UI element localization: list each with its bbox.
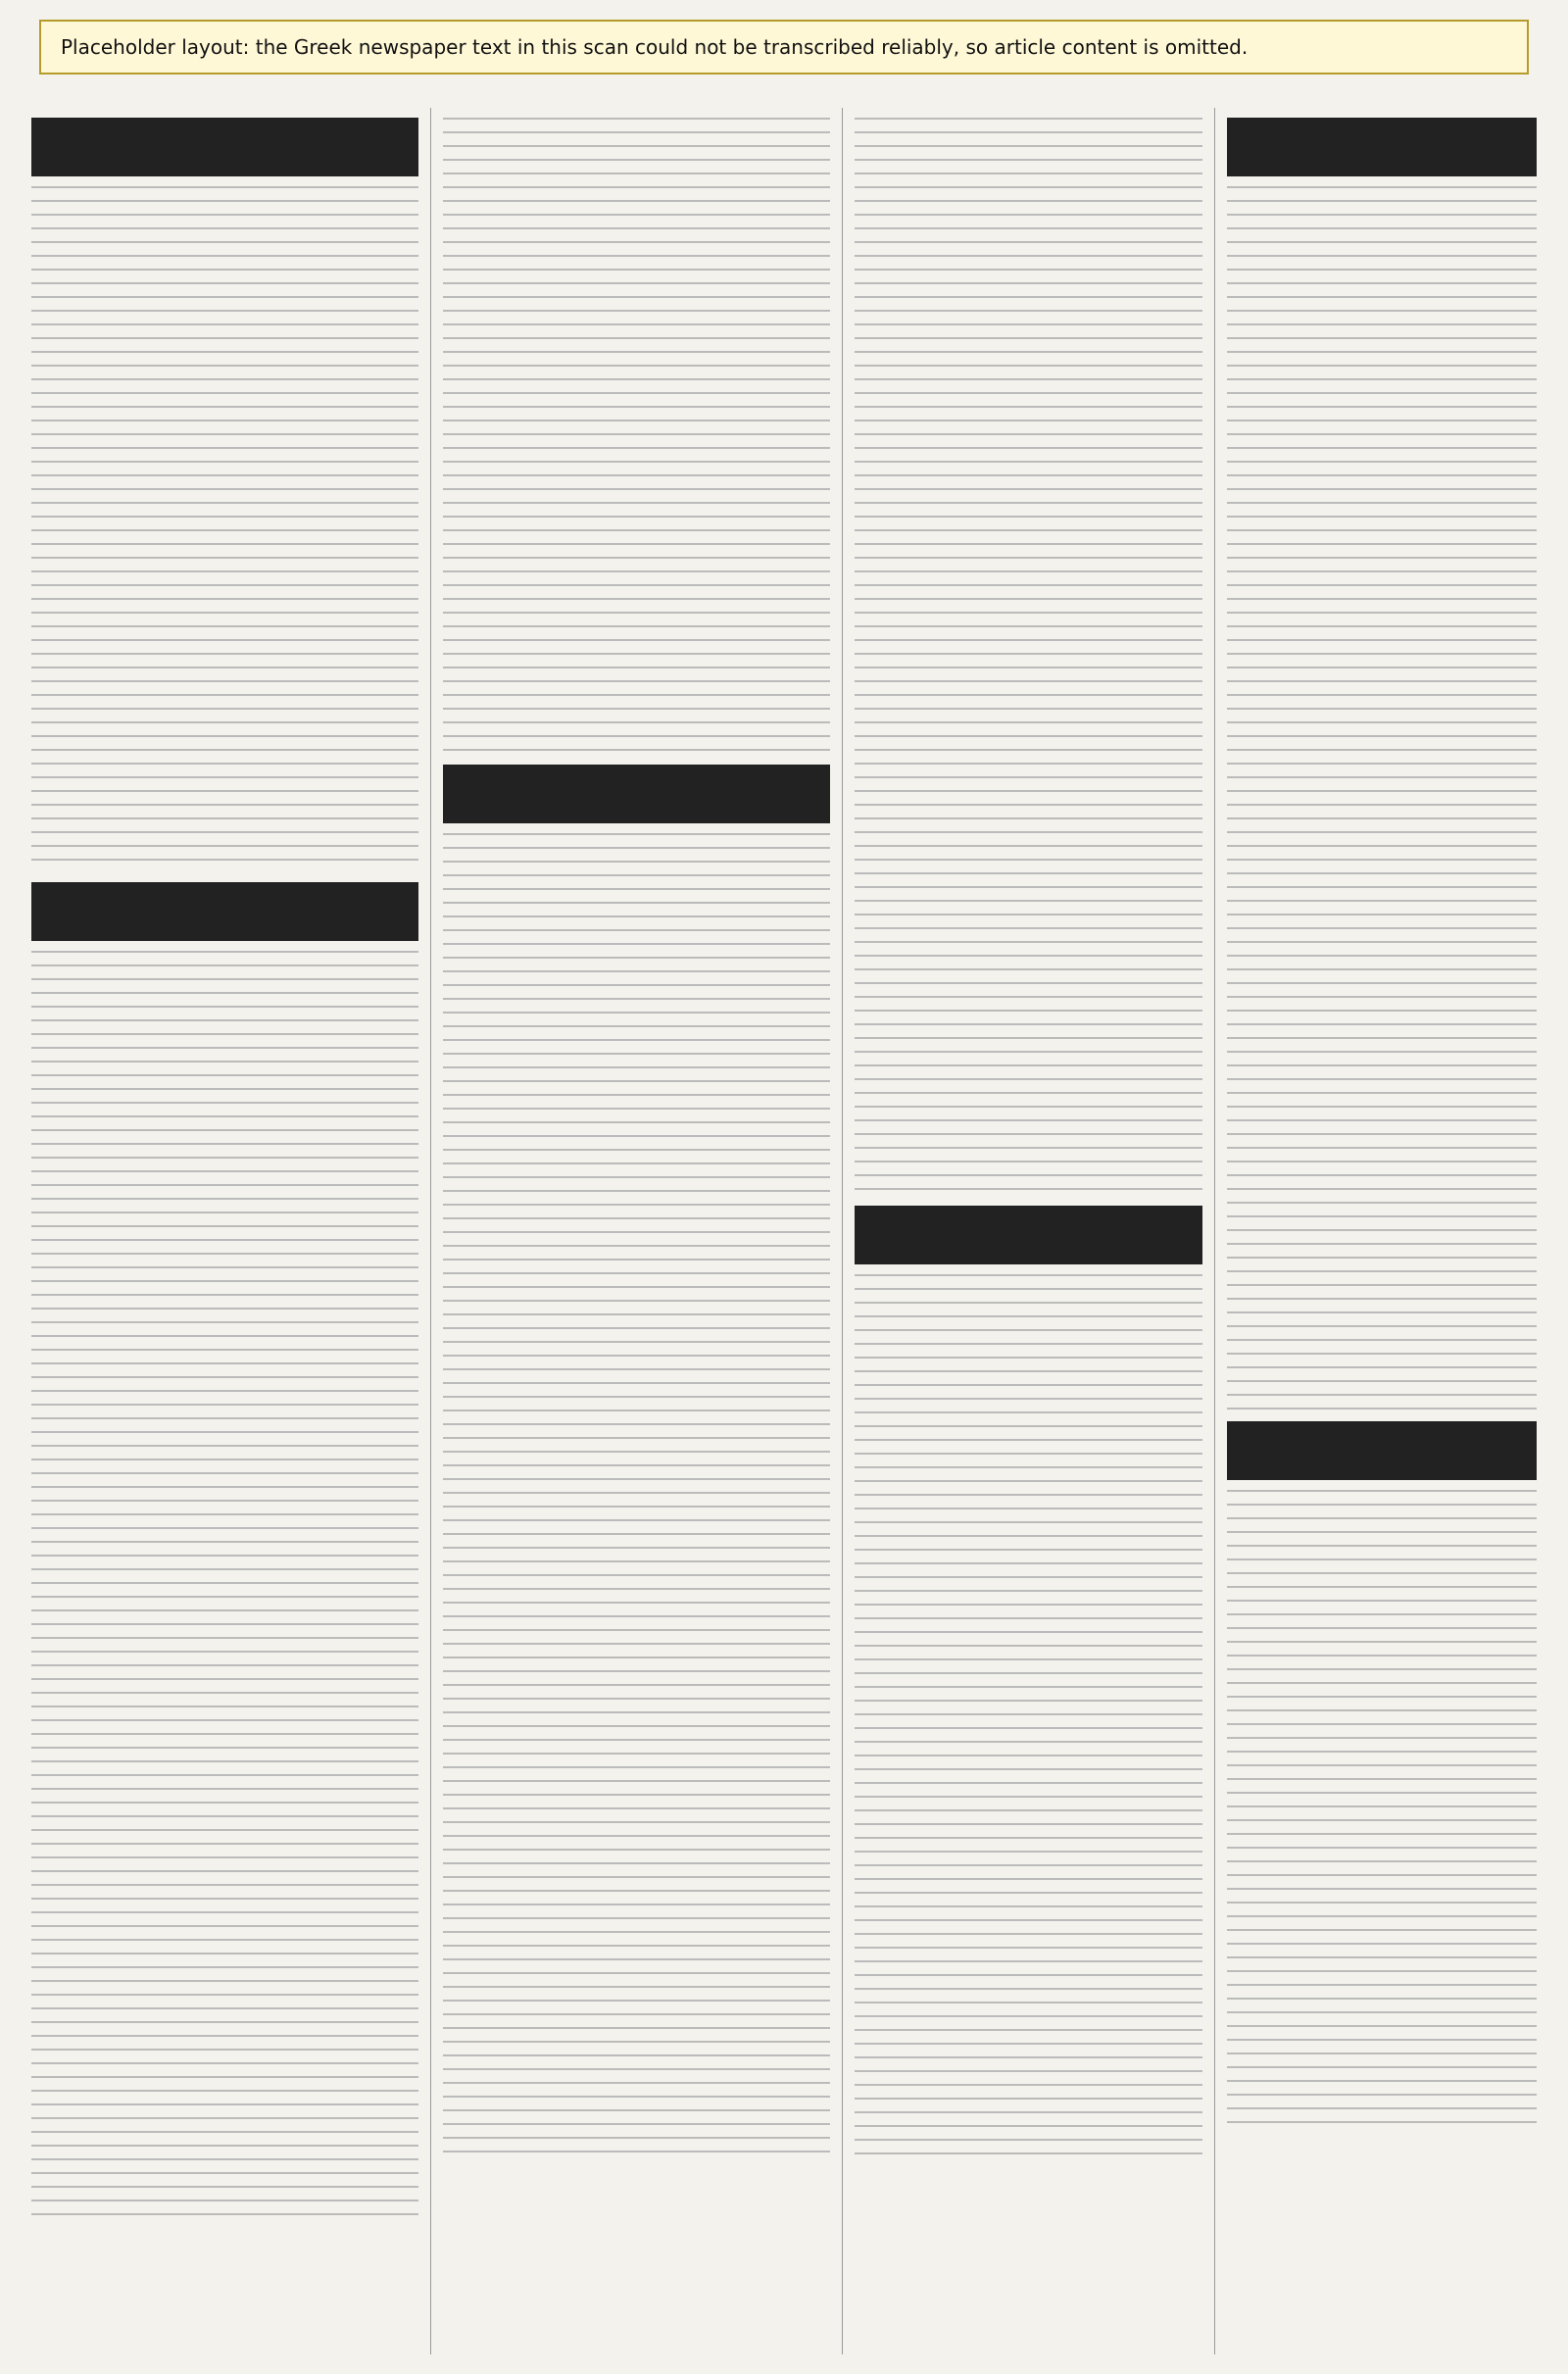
text-block xyxy=(31,951,418,2225)
column-3 xyxy=(843,108,1215,2354)
text-block xyxy=(855,1274,1202,2156)
text-block xyxy=(1227,186,1537,1411)
text-block xyxy=(443,833,830,2156)
transcription-notice: Placeholder layout: the Greek newspaper text in this scan could not be transcribed reliably, so article content is omitted. xyxy=(39,20,1529,74)
headline-block xyxy=(855,1206,1202,1264)
column-4 xyxy=(1215,108,1548,2354)
headline-block xyxy=(31,118,418,176)
column-2 xyxy=(431,108,843,2354)
text-block xyxy=(443,118,830,755)
headline-block xyxy=(1227,1421,1537,1480)
headline-block xyxy=(443,765,830,823)
column-1 xyxy=(20,108,431,2354)
text-block xyxy=(855,118,1202,1196)
text-block xyxy=(1227,1490,1537,2127)
text-block xyxy=(31,186,418,872)
headline-block xyxy=(31,882,418,941)
headline-block xyxy=(1227,118,1537,176)
